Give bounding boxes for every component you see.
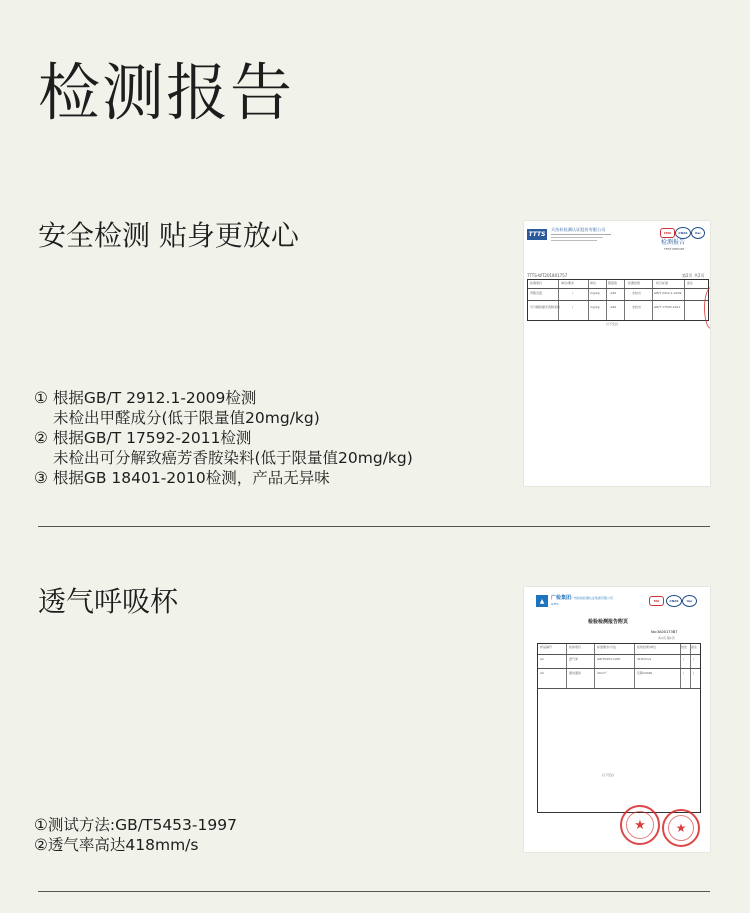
table-cell: ≤20 (610, 305, 617, 309)
inspection-report-attachment (524, 587, 710, 852)
report-org-name: 广州检验检测认证集团有限公司 (571, 596, 614, 600)
report-org-name: 天纺标检测认证股份有限公司 (551, 227, 606, 232)
report-footer: 以下空白 (602, 773, 615, 777)
table-cell: / (683, 671, 685, 675)
table-cell: / (572, 291, 574, 295)
section-divider (38, 526, 710, 527)
table-header-cell: 检验结果/单位 (637, 645, 657, 649)
org-address-line (551, 237, 603, 238)
cma-badge-icon: CMA (660, 228, 675, 238)
table-cell: / (683, 657, 685, 661)
table-cell: mg/kg (590, 305, 600, 309)
list-item: 未检出可分解致癌芳香胺染料(低于限量值20mg/kg) (53, 449, 413, 467)
cnas-badge-icon: CNAS (666, 595, 682, 607)
cnas-badge-icon: CNAS (675, 227, 691, 239)
report-table (537, 643, 701, 813)
table-header-cell: 执行标准 (656, 281, 669, 285)
table-header-cell: 检验项目 (569, 645, 582, 649)
table-header-cell: 备注 (687, 281, 694, 285)
table-cell: GB/T5453-1997 (597, 657, 621, 661)
table-header-cell: 检测项目 (530, 281, 543, 285)
table-cell: / (572, 305, 574, 309)
test-report-document (524, 221, 710, 486)
table-cell: A2 (540, 671, 544, 675)
table-cell: 压降100Pa (637, 671, 653, 675)
table-cell: 未检出 (632, 305, 642, 309)
report-footer: 以下空白 (606, 322, 619, 326)
table-header-cell: 备注 (691, 645, 698, 649)
gttc-logo-text: 广检集团 (551, 595, 572, 601)
table-cell: mg/kg (590, 291, 600, 295)
table-cell: GB/T 2912.1-2009 (654, 291, 682, 295)
report-heading: 检验检测报告附页 (588, 619, 629, 625)
table-cell: 20cm² (597, 671, 607, 675)
list-item: 未检出甲醛成分(低于限量值20mg/kg) (53, 409, 320, 427)
table-header-cell: 单位 (590, 281, 597, 285)
list-item: ③ 根据GB 18401-2010检测，产品无异味 (34, 469, 330, 487)
cma-badge-icon: MA (649, 596, 664, 606)
safety-test-list (34, 388, 413, 488)
section-title-breathable: 透气呼吸杯 (38, 585, 179, 618)
list-item: ① 根据GB/T 2912.1-2009检测 (34, 389, 257, 407)
ilac-badge-icon: ilac (691, 227, 705, 239)
list-item: ②透气率高达418mm/s (34, 836, 199, 854)
section-title-safety: 安全检测 贴身更放心 (38, 219, 299, 252)
table-header-cell: 单位/要求 (561, 281, 575, 285)
table-cell: 透气率 (569, 657, 579, 661)
report-subheading: TEST REPORT (664, 247, 685, 251)
table-header-cell: 标准要求/方法 (597, 645, 617, 649)
table-cell: GB/T 17592-2011 (654, 305, 681, 309)
breathable-test-list (34, 815, 237, 855)
report-number: TTTS-WT201801757 (527, 273, 568, 278)
table-cell: ≤20 (610, 291, 617, 295)
report-page: 共1页 第1页 (658, 636, 675, 640)
table-cell: / (693, 657, 695, 661)
table-header-cell: 结论 (681, 645, 688, 649)
list-item: ② 根据GB/T 17592-2011检测 (34, 429, 252, 447)
table-cell: 未检出 (632, 291, 642, 295)
ilac-badge-icon: ilac (682, 595, 697, 607)
org-address-line (551, 240, 597, 241)
report-number: No:3A00173B7 (651, 630, 678, 634)
seal-stamp-icon (704, 287, 710, 329)
page-title: 检测报告 (38, 56, 295, 129)
table-cell: 可分解致癌芳香胺染料 (530, 305, 561, 309)
report-page: 第2页 共2页 (682, 273, 705, 278)
report-heading: 检测报告 (661, 239, 686, 246)
table-header-cell: 样品编号 (540, 645, 553, 649)
table-cell: / (693, 671, 695, 675)
table-cell: A1 (540, 657, 544, 661)
section-divider (38, 891, 710, 892)
org-address-line (551, 234, 611, 235)
gttc-logo-icon: ▲ (536, 595, 548, 607)
table-header-cell: 限量值 (608, 281, 618, 285)
gttc-logo-sub: GTTC (551, 602, 559, 606)
table-cell: 测试面积 (569, 671, 582, 675)
ttts-logo-icon: TTTS (528, 231, 546, 238)
table-cell: 418mm/s (637, 657, 652, 661)
table-header-cell: 检测结果 (628, 281, 641, 285)
report-table (527, 279, 709, 321)
seal-stamp-icon: ★ (662, 809, 700, 847)
table-cell: 甲醛含量 (530, 291, 543, 295)
seal-stamp-icon: ★ (620, 805, 660, 845)
list-item: ①测试方法:GB/T5453-1997 (34, 816, 237, 834)
